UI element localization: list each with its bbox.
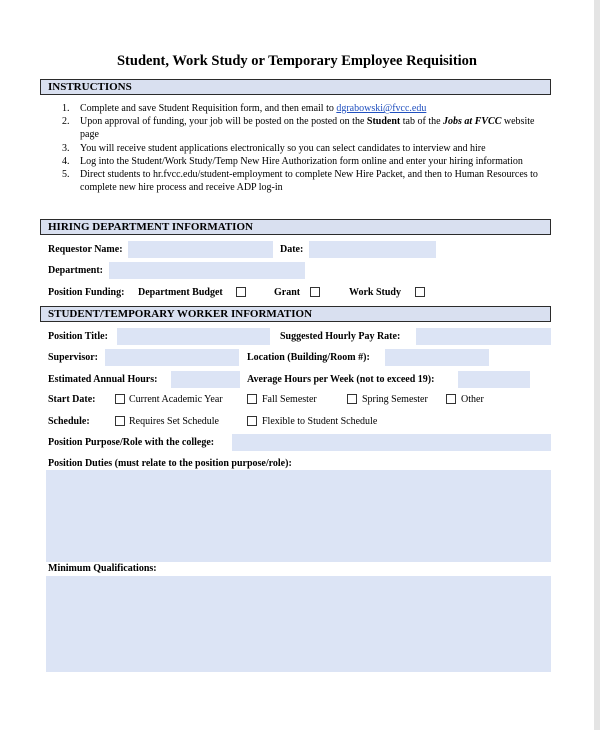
qualifications-textarea[interactable] (46, 576, 551, 672)
start-date-label: Start Date: (48, 394, 96, 405)
weekly-hours-field[interactable] (458, 371, 530, 388)
date-field[interactable] (309, 241, 436, 258)
annual-hours-field[interactable] (171, 371, 240, 388)
funding-work-study-checkbox[interactable] (415, 287, 425, 297)
start-option-other-label: Other (461, 394, 484, 405)
supervisor-label: Supervisor: (48, 352, 98, 363)
section-header-worker: STUDENT/TEMPORARY WORKER INFORMATION (40, 306, 551, 322)
start-other-checkbox[interactable] (446, 394, 456, 404)
date-label: Date: (280, 244, 304, 255)
department-label: Department: (48, 265, 103, 276)
funding-department-budget-checkbox[interactable] (236, 287, 246, 297)
funding-option-department-budget-label: Department Budget (138, 287, 223, 298)
duties-label: Position Duties (must relate to the position purpose/role): (48, 458, 292, 469)
supervisor-field[interactable] (105, 349, 239, 366)
duties-textarea[interactable] (46, 470, 551, 562)
position-title-field[interactable] (117, 328, 270, 345)
instruction-item-2: 2. Upon approval of funding, your job will be posted on the posted on the Student tab of the Jobs at FVCC website page (62, 116, 535, 141)
position-title-label: Position Title: (48, 331, 108, 342)
start-option-current-academic-year-label: Current Academic Year (129, 394, 223, 405)
schedule-option-flexible-label: Flexible to Student Schedule (262, 416, 378, 427)
instruction-item-4: 4. Log into the Student/Work Study/Temp New Hire Authorization form online and enter your hiring information (62, 155, 523, 167)
schedule-flexible-checkbox[interactable] (247, 416, 257, 426)
purpose-field[interactable] (232, 434, 551, 451)
instruction-item-5: 5. Direct students to hr.fvcc.edu/student-employment to complete New Hire Packet, and then to Human Resources to complete new hire process and receive ADP log-in (62, 169, 538, 194)
schedule-label: Schedule: (48, 416, 90, 427)
section-header-instructions: INSTRUCTIONS (40, 79, 551, 95)
requestor-label: Requestor Name: (48, 244, 123, 255)
requestor-name-field[interactable] (128, 241, 273, 258)
section-header-hiring: HIRING DEPARTMENT INFORMATION (40, 219, 551, 235)
page-title: Student, Work Study or Temporary Employee Requisition (116, 53, 477, 69)
funding-option-work-study-label: Work Study (349, 287, 401, 298)
start-option-fall-semester-label: Fall Semester (262, 394, 317, 405)
funding-grant-checkbox[interactable] (310, 287, 320, 297)
funding-option-grant-label: Grant (274, 287, 301, 298)
email-link[interactable]: dgrabowski@fvcc.edu (336, 103, 427, 114)
annual-hours-label: Estimated Annual Hours: (48, 374, 158, 385)
start-current-academic-year-checkbox[interactable] (115, 394, 125, 404)
schedule-set-checkbox[interactable] (115, 416, 125, 426)
weekly-hours-label: Average Hours per Week (not to exceed 19): (247, 374, 435, 385)
funding-label: Position Funding: (48, 287, 125, 298)
pay-rate-label: Suggested Hourly Pay Rate: (280, 331, 401, 342)
instruction-item-3: 3. You will receive student applications electronically so you can select candidates to interview and hire (62, 142, 486, 154)
start-spring-semester-checkbox[interactable] (347, 394, 357, 404)
location-label: Location (Building/Room #): (247, 352, 370, 363)
start-fall-semester-checkbox[interactable] (247, 394, 257, 404)
schedule-option-set-label: Requires Set Schedule (129, 416, 219, 427)
start-option-spring-semester-label: Spring Semester (362, 394, 428, 405)
pay-rate-field[interactable] (416, 328, 551, 345)
qualifications-label: Minimum Qualifications: (48, 563, 157, 574)
instruction-item-1: 1. Complete and save Student Requisition form, and then email to dgrabowski@fvcc.edu (62, 103, 427, 114)
department-field[interactable] (109, 262, 305, 279)
purpose-label: Position Purpose/Role with the college: (48, 437, 215, 448)
instructions-list (62, 102, 542, 194)
page-edge-shadow (594, 0, 600, 730)
location-field[interactable] (385, 349, 489, 366)
